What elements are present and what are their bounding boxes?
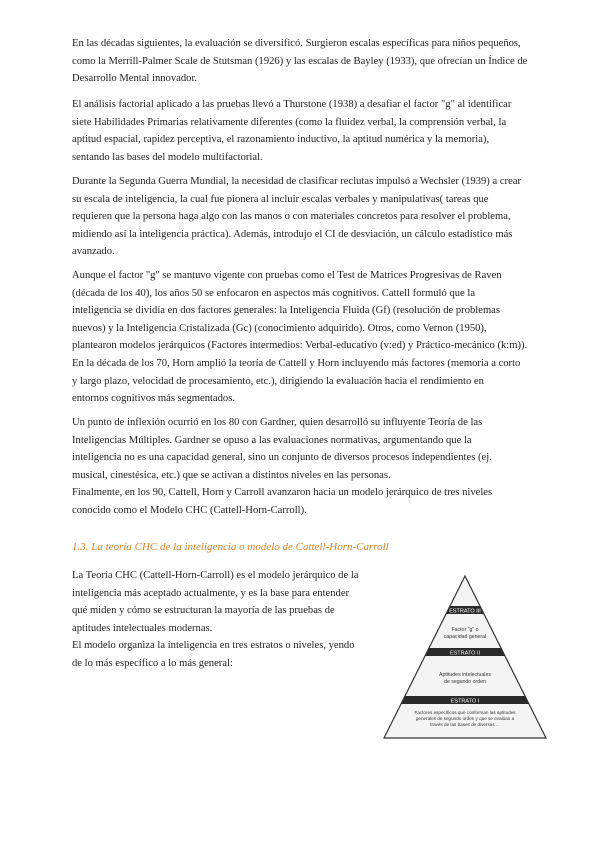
section-heading: 1.3. La teoría CHC de la inteligencia o modelo de Cattell-Horn-Carroll bbox=[72, 541, 389, 553]
paragraph-1 bbox=[72, 35, 532, 88]
paragraph-5 bbox=[72, 414, 532, 520]
text-line: aptitud espacial, rapidez perceptiva, el razonamiento inductivo, la aptitud numérica y la memoria), bbox=[72, 134, 490, 146]
stratum2-label: ESTRATO II bbox=[449, 650, 481, 657]
text-line: Desarrollo Mental innovador. bbox=[72, 73, 198, 85]
text-line: El modelo organiza la inteligencia en tres estratos o niveles, yendo bbox=[72, 640, 355, 652]
text-line: requieren que la persona haga algo con las manos o con materiales concretos para resolver el problema, bbox=[72, 211, 511, 223]
text-line: Inteligencias Múltiples. Gardner se opuso a las evaluaciones normativas, argumentando que la bbox=[72, 434, 472, 446]
text-line: entornos cognitivos más segmentados. bbox=[72, 393, 236, 405]
text-line: Un punto de inflexión ocurrió en los 80 con Gardner, quien desarrolló su influyente Teoría de las bbox=[72, 417, 483, 428]
text-line: En las décadas siguientes, la evaluación se diversificó. Surgieron escalas específicas para niños pequeños, bbox=[72, 38, 521, 49]
text-line: midiendo así la inteligencia práctica). Además, introdujo el CI de desviación, un cálculo estadístico más bbox=[72, 228, 513, 240]
text-line: plantearon modelos jerárquicos (Factores intermedios: Verbal-educativo (v:ed) y Práctico-mecánico (k:m)). bbox=[72, 340, 528, 352]
text-line: sentando las bases del modelo multifactorial. bbox=[72, 151, 263, 163]
stratum3-text-2: capacidad general bbox=[443, 634, 487, 640]
text-line: inteligencia más aceptado actualmente, y es la base para entender bbox=[72, 587, 350, 599]
text-line: qué miden y cómo se estructuran la mayoría de las pruebas de bbox=[72, 605, 335, 617]
chc-pyramid-figure bbox=[380, 572, 550, 742]
text-line: inteligencia no es una capacidad general, sino un conjunto de diversos procesos independientes (ej. bbox=[72, 452, 492, 464]
text-line: En la década de los 70, Horn amplió la teoría de Cattell y Horn incluyendo más factores (memoria a corto bbox=[72, 357, 521, 369]
text-line: conocido como el Modelo CHC (Cattell-Horn-Carroll). bbox=[72, 504, 307, 516]
stratum3-text-1: Factor "g" o bbox=[451, 627, 479, 633]
stratum1-text-2: generales de segundo orden y que se evalúan a bbox=[415, 716, 515, 721]
stratum3-label: ESTRATO III bbox=[449, 608, 481, 615]
text-line: aptitudes intelectuales modernas. bbox=[72, 622, 213, 634]
paragraph-2 bbox=[72, 96, 532, 166]
section-paragraph bbox=[72, 567, 372, 673]
stratum1-text-1: Factores específicos que conforman las aptitudes bbox=[414, 710, 516, 715]
text-line: inteligencia se dividía en dos factores generales: la Inteligencia Fluida (Gf) (resolución de problemas bbox=[72, 305, 501, 317]
text-line: musical, cinestésica, etc.) que se activan a distintos niveles en las personas. bbox=[72, 469, 391, 481]
paragraph-3 bbox=[72, 173, 532, 261]
stratum2-text-1: Aptitudes intelectuales bbox=[439, 672, 491, 678]
text-line: su escala de inteligencia, la cual fue pionera al incluir escalas verbales y manipulativas( tareas que bbox=[72, 193, 489, 205]
paragraph-4 bbox=[72, 267, 532, 408]
text-line: La Teoría CHC (Cattell-Horn-Carroll) es el modelo jerárquico de la bbox=[72, 570, 359, 581]
text-line: (década de los 40), los años 50 se enfocaron en aspectos más cognitivos. Cattell formuló que la bbox=[72, 287, 476, 299]
text-line: nuevos) y la Inteligencia Cristalizada (Gc) (conocimiento adquirido). Otros, como Vernon (1950), bbox=[72, 322, 487, 334]
text-line: El análisis factorial aplicado a las pruebas llevó a Thurstone (1938) a desafiar el factor "g" al identificar bbox=[72, 99, 512, 110]
stratum1-label: ESTRATO I bbox=[450, 698, 480, 705]
text-line: avanzado. bbox=[72, 246, 115, 258]
text-line: siete Habilidades Primarias relativamente diferentes (como la fluidez verbal, la comprensión verbal, la bbox=[72, 116, 507, 128]
text-line: Durante la Segunda Guerra Mundial, la necesidad de clasificar reclutas impulsó a Wechsler (1939) a crear bbox=[72, 176, 521, 187]
text-line: y largo plazo, velocidad de procesamiento, etc.), dirigiendo la evaluación hacia el rendimiento en bbox=[72, 375, 484, 387]
text-line: Finalmente, en los 90, Cattell, Horn y Carroll avanzaron hacia un modelo jerárquico de tres niveles bbox=[72, 487, 493, 499]
stratum1-text-3: través de las bases de diversas ... bbox=[430, 722, 500, 727]
text-line: Aunque el factor "g" se mantuvo vigente con pruebas como el Test de Matrices Progresivas de Raven bbox=[72, 270, 502, 281]
text-line: de lo más específico a lo más general: bbox=[72, 657, 233, 669]
stratum2-text-2: de segundo orden bbox=[444, 679, 486, 685]
text-line: como la Merrill-Palmer Scale de Stutsman (1926) y las escalas de Bayley (1933), que ofrecían un Índice de bbox=[72, 55, 528, 67]
